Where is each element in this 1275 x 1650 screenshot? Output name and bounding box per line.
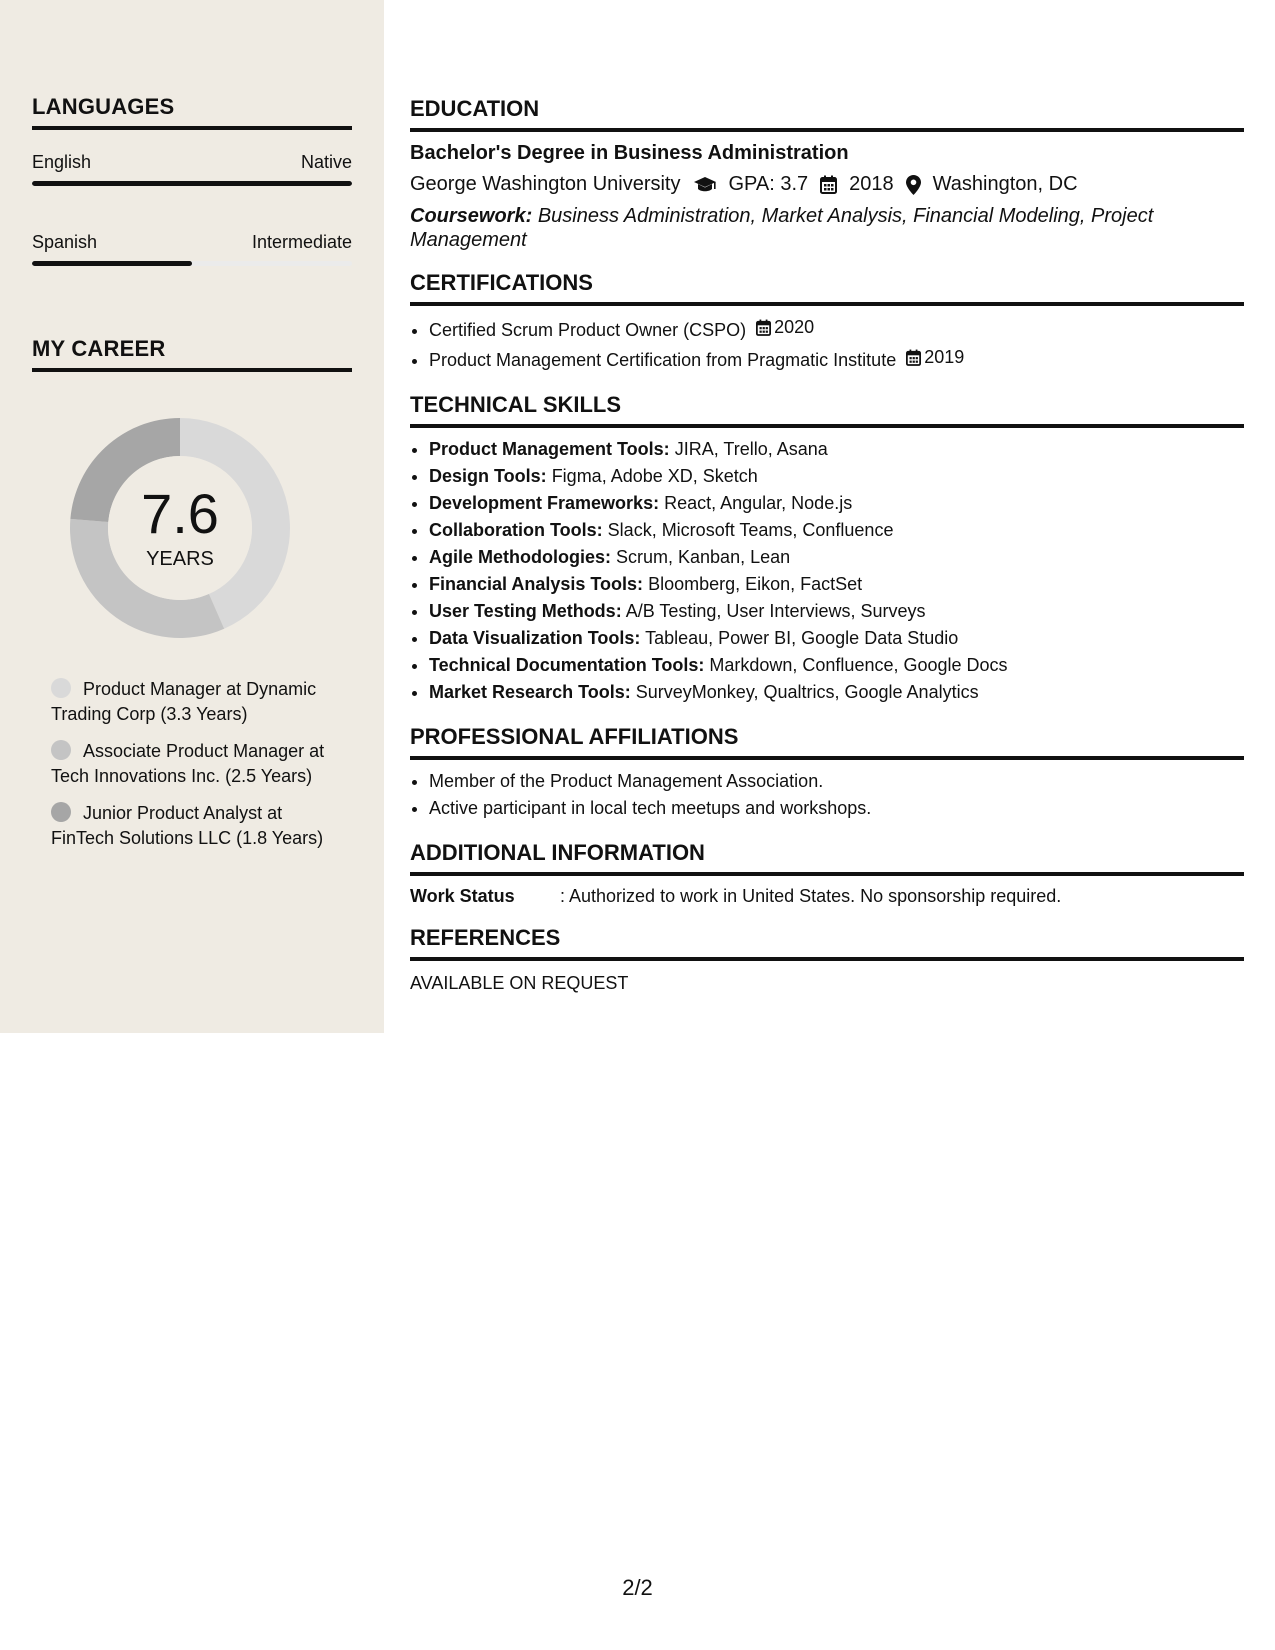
coursework [410,204,1244,252]
work-status-label: Work Status [410,886,515,906]
skill-values: Figma, Adobe XD, Sketch [551,466,758,486]
certification-item [429,314,1244,344]
main-content [410,96,1244,1012]
affiliations-section [410,724,1244,822]
certification-year: 2019 [924,347,965,367]
career-total-unit: YEARS [146,547,214,570]
skill-values: SurveyMonkey, Qualtrics, Google Analytics [635,682,979,702]
skill-item [429,490,1244,517]
calendar-icon [756,319,771,336]
additional-info-section [410,840,1244,907]
career-total-value: 7.6 [141,481,219,545]
skill-item [429,463,1244,490]
language-proficiency-bar [32,181,352,186]
references-heading: REFERENCES [410,925,1244,961]
certifications-heading: CERTIFICATIONS [410,270,1244,306]
language-level: Intermediate [251,232,352,252]
location-pin-icon [906,175,921,195]
languages-section [32,94,352,266]
skills-section [410,392,1244,706]
education-heading: EDUCATION [410,96,1244,132]
skill-item [429,598,1244,625]
career-legend-item [51,739,331,789]
skill-values: React, Angular, Node.js [664,493,853,513]
career-position-label: Product Manager at Dynamic Trading Corp (3.3 Years) [51,679,317,724]
page-number: 2/2 [622,1575,653,1600]
career-section [32,336,352,372]
career-legend [51,677,331,863]
coursework-list: Business Administration, Market Analysis, Financial Modeling, Project Management [410,205,1154,251]
school-location: Washington, DC [932,173,1078,195]
sidebar [0,0,384,1033]
career-heading: MY CAREER [32,336,352,372]
gpa: GPA: 3.7 [728,173,809,195]
skills-heading: TECHNICAL SKILLS [410,392,1244,428]
language-item [32,232,352,253]
skills-list [410,436,1244,706]
references-text: AVAILABLE ON REQUEST [410,973,629,993]
skill-item [429,517,1244,544]
additional-info-heading: ADDITIONAL INFORMATION [410,840,1244,876]
legend-dot [51,802,71,822]
skill-values: Bloomberg, Eikon, FactSet [648,574,863,594]
career-position-label: Associate Product Manager at Tech Innovations Inc. (2.5 Years) [51,741,325,786]
career-position-label: Junior Product Analyst at FinTech Solutions LLC (1.8 Years) [51,803,324,848]
affiliations-heading: PROFESSIONAL AFFILIATIONS [410,724,1244,760]
skill-values: Slack, Microsoft Teams, Confluence [607,520,894,540]
skill-values: Tableau, Power BI, Google Data Studio [645,628,959,648]
skill-values: Scrum, Kanban, Lean [616,547,791,567]
calendar-icon [906,349,921,366]
career-legend-item [51,801,331,851]
skill-category: Financial Analysis Tools: [429,574,644,594]
skill-category: Product Management Tools: [429,439,670,459]
certifications-section [410,270,1244,374]
certification-item [429,344,1244,374]
language-name: Spanish [32,232,98,252]
graduation-cap-icon [693,176,717,194]
skill-item [429,544,1244,571]
coursework-label: Coursework: [410,205,533,227]
language-proficiency-fill [32,261,192,266]
skill-category: Design Tools: [429,466,547,486]
career-donut-chart [66,414,294,642]
skill-item [429,436,1244,463]
affiliations-list [410,768,1244,822]
certification-name: Product Management Certification from Pragmatic Institute [429,350,897,370]
graduation-year: 2018 [849,173,894,195]
skill-category: Development Frameworks: [429,493,660,513]
education-details [410,173,1244,196]
skill-category: Collaboration Tools: [429,520,603,540]
skill-item [429,571,1244,598]
language-proficiency-bar [32,261,352,266]
skill-category: User Testing Methods: [429,601,622,621]
language-item [32,152,352,173]
calendar-icon [820,175,837,194]
skill-category: Data Visualization Tools: [429,628,641,648]
skill-item [429,679,1244,706]
work-status-row [410,886,1244,907]
language-level: Native [300,152,352,172]
languages-heading: LANGUAGES [32,94,352,130]
language-name: English [32,152,92,172]
career-total [66,414,294,642]
language-proficiency-fill [32,181,352,186]
affiliation-item: • Active participant in local tech meetups and workshops. [429,795,1244,822]
education-section [410,96,1244,252]
school-name: George Washington University [410,173,681,195]
affiliation-item: • Member of the Product Management Association. [429,768,1244,795]
degree-title: Bachelor's Degree in Business Administration [410,142,849,164]
certification-year: 2020 [774,317,815,337]
skill-category: Technical Documentation Tools: [429,655,705,675]
skill-item [429,625,1244,652]
legend-dot [51,678,71,698]
work-status-value: : Authorized to work in United States. No sponsorship required. [560,886,1062,906]
certifications-list [410,314,1244,374]
career-legend-item [51,677,331,727]
skill-values: Markdown, Confluence, Google Docs [709,655,1008,675]
references-section [410,925,1244,994]
legend-dot [51,740,71,760]
skill-category: Agile Methodologies: [429,547,611,567]
skill-values: JIRA, Trello, Asana [674,439,828,459]
skill-values: A/B Testing, User Interviews, Surveys [625,601,926,621]
skill-category: Market Research Tools: [429,682,631,702]
certification-name: Certified Scrum Product Owner (CSPO) [429,320,747,340]
skill-item [429,652,1244,679]
